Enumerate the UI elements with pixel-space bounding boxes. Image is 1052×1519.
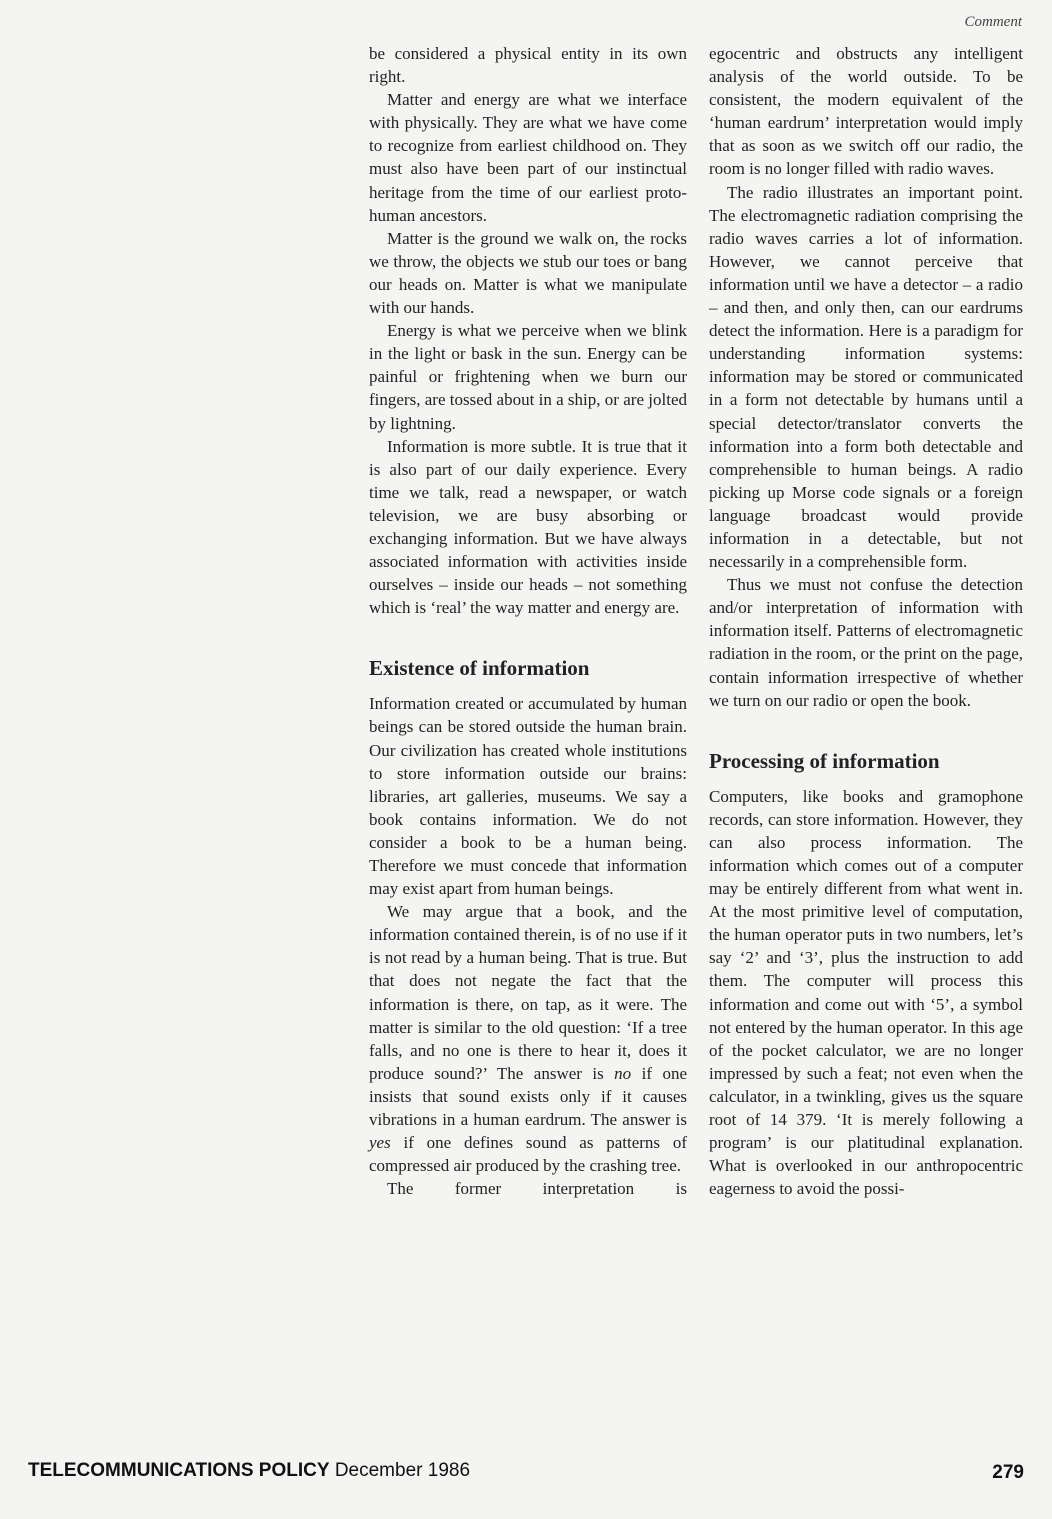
paragraph: be considered a physical entity in its own right. xyxy=(369,44,687,87)
text-run: We may argue that a book, and the information contained therein, is of no use if it is not read by a human being. That is true. But that does not negate the fact that the information is there, on tap, as it were. The matter is similar to the old question: ‘If a tree falls, and no one is there to hear it, does it produce sound?’ The answer is xyxy=(369,902,687,1083)
journal-name: TELECOMMUNICATIONS POLICY xyxy=(28,1460,330,1481)
paragraph: The former interpretation is xyxy=(387,1179,687,1199)
paragraph: Computers, like books and gramophone records, can store information. However, they can also process information. The information which comes out of a computer may be entirely different from what went in. At the most primitive level of computation, the human operator puts in two numbers, let’s say ‘2’ and ‘3’, plus the instruction to add them. The computer will process this information and come out with ‘5’, a symbol not entered by the human operator. In this age of the pocket calculator, we are no longer impressed by such a feat; not even when the calculator, in a twinkling, gives us the square root of 14 379. ‘It is merely following a program’ is our platitudinal explanation. What is overlooked in our anthropocentric eagerness to avoid the possi- xyxy=(709,786,1023,1199)
paragraph: Matter is the ground we walk on, the rocks we throw, the objects we stub our toes or bang our heads on. Matter is what we manipulate with our hands. xyxy=(369,228,687,318)
issue-date: December 1986 xyxy=(334,1460,471,1481)
emphasis: yes xyxy=(369,1133,391,1153)
paragraph: Thus we must not confuse the detection and/or interpretation of information with information itself. Patterns of electromagnetic radiation in the room, or the print on the page, contain information irrespective of whether we turn on our radio or open the book. xyxy=(709,575,1023,710)
section-heading: Existence of information xyxy=(369,656,590,681)
paragraph: Information created or accumulated by human beings can be stored outside the human brain. Our civilization has created whole institutions to store information outside our brains: libraries, art galleries, museums. We say a book contains information. We do not consider a book to be a human being. Therefore we must concede that information may exist apart from human beings. xyxy=(369,694,687,899)
emphasis: no xyxy=(614,1063,632,1083)
paragraph: Matter and energy are what we interface with physically. They are what we have come to recognize from earliest childhood on. They must also have been part of our instinctual heritage from the time of our earliest proto-human ancestors. xyxy=(369,90,687,225)
text-run: if one insists that sound exists only if it causes vibrations in a human eardrum. The answer is xyxy=(369,1063,687,1130)
paragraph: egocentric and obstructs any intelligent analysis of the world outside. To be consistent, the modern equivalent of the ‘human eardrum’ interpretation would imply that as soon as we switch off our radio, the room is no longer filled with radio waves. xyxy=(709,44,1023,179)
section-heading: Processing of information xyxy=(709,748,940,773)
paragraph: Information is more subtle. It is true that it is also part of our daily experience. Every time we talk, read a newspaper, or watch television, we are busy absorbing or exchanging information. But we have always associated information with activities inside ourselves – inside our heads – not something which is ‘real’ the way matter and energy are. xyxy=(369,436,687,618)
text-run: if one defines sound as patterns of compressed air produced by the crashing tree. xyxy=(369,1133,687,1176)
section-label: Comment xyxy=(964,14,1022,30)
page-number: 279 xyxy=(992,1462,1024,1483)
right-column xyxy=(709,42,1023,1200)
page-footer xyxy=(28,1460,1024,1482)
paragraph xyxy=(369,900,687,1177)
paragraph: The radio illustrates an important point. The electromagnetic radiation comprising the radio waves carries a lot of information. However, we cannot perceive that information until we have a detector – a radio – and then, and only then, can our eardrums detect the information. Here is a paradigm for understanding information systems: information may be stored or communicated in a form not detectable by humans until a special detector/translator converts the information into a form both detectable and comprehensible to human beings. A radio picking up Morse code signals or a foreign language broadcast would provide information in a detectable, but not necessarily in a comprehensible form. xyxy=(709,182,1023,572)
paragraph: Energy is what we perceive when we blink in the light or bask in the sun. Energy can be painful or frightening when we burn our fingers, are tossed about in a ship, or are jolted by lightning. xyxy=(369,321,687,433)
left-column xyxy=(369,42,687,1200)
